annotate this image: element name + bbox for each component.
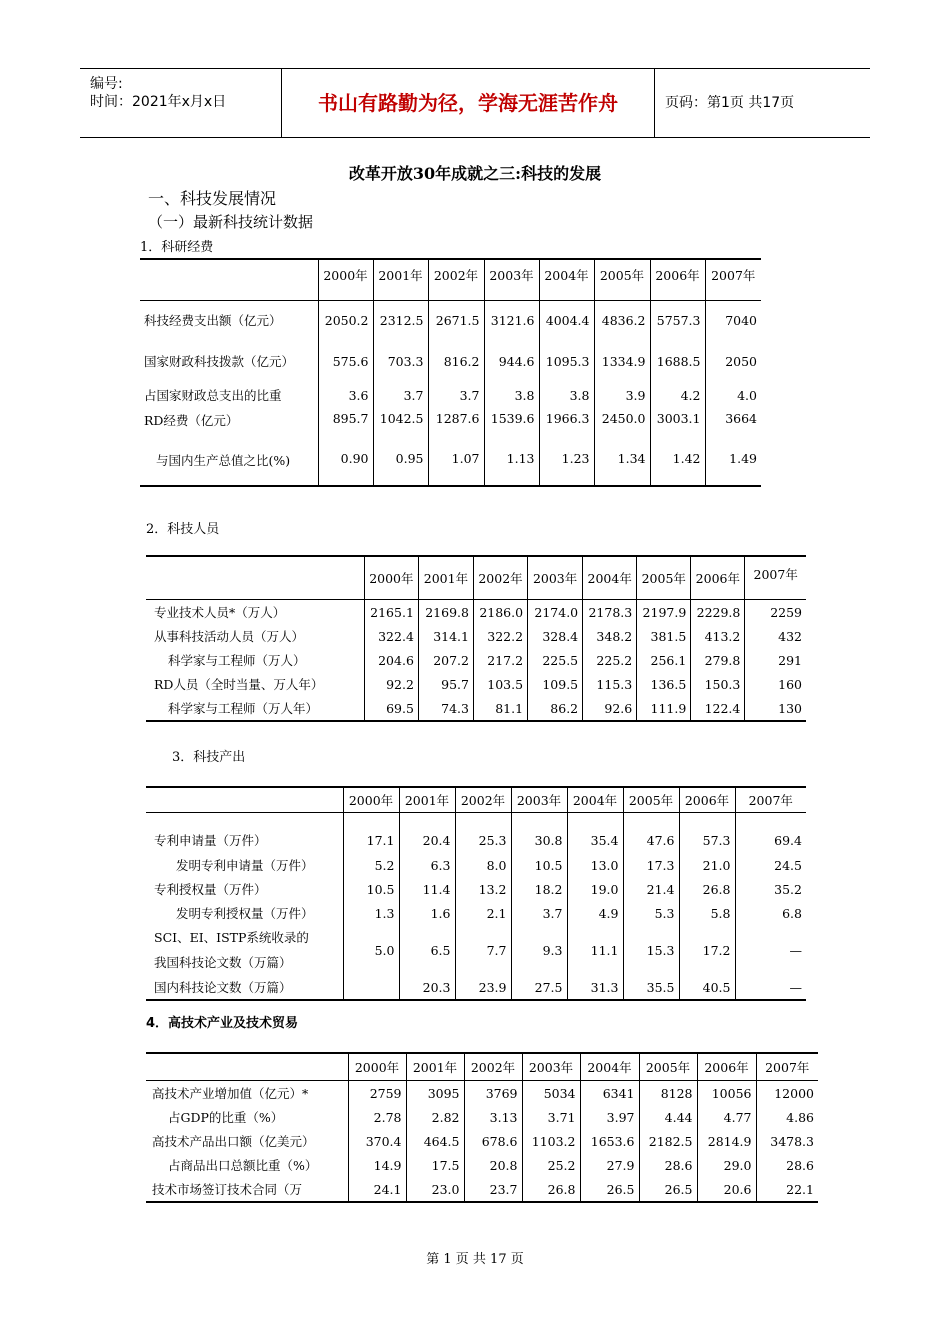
table-cell: 23.0 bbox=[406, 1177, 464, 1202]
table-cell: 3.13 bbox=[464, 1105, 522, 1129]
table-row bbox=[146, 624, 806, 648]
year-header: 2002年 bbox=[464, 1053, 522, 1081]
table-sci-tech-personnel bbox=[146, 555, 806, 722]
table-cell: 2759 bbox=[348, 1081, 406, 1106]
table-cell: 9.3 bbox=[511, 925, 567, 975]
table-row bbox=[146, 1129, 818, 1153]
table-cell: 314.1 bbox=[418, 624, 473, 648]
row-label: 与国内生产总值之比(%) bbox=[156, 453, 291, 468]
table-cell: 92.6 bbox=[583, 696, 637, 721]
table-header-row bbox=[146, 787, 806, 813]
year-header: 2001年 bbox=[406, 1053, 464, 1081]
table-cell: 10056 bbox=[697, 1081, 756, 1106]
table-cell: 26.5 bbox=[639, 1177, 697, 1202]
table-cell: 1.42 bbox=[650, 451, 705, 486]
table4-caption: 4．高技术产业及技术贸易 bbox=[146, 1016, 299, 1031]
year-header: 2005年 bbox=[637, 556, 691, 600]
code-label: 编号: bbox=[90, 76, 123, 92]
table-row bbox=[140, 301, 761, 340]
table-cell: 1.6 bbox=[399, 901, 455, 925]
table-cell: 2671.5 bbox=[428, 301, 484, 340]
row-label: 发明专利授权量（万件） bbox=[176, 906, 314, 921]
table-cell: 122.4 bbox=[691, 696, 745, 721]
table-row bbox=[140, 407, 761, 451]
table-research-funding bbox=[140, 258, 761, 487]
table-cell: 1.34 bbox=[594, 451, 650, 486]
row-label: 占国家财政总支出的比重 bbox=[144, 388, 282, 403]
table-cell: 81.1 bbox=[473, 696, 527, 721]
table-cell: 35.2 bbox=[735, 877, 806, 901]
year-header: 2004年 bbox=[580, 1053, 639, 1081]
table-cell: 2178.3 bbox=[583, 600, 637, 625]
table-cell: 6.5 bbox=[399, 925, 455, 975]
table-row bbox=[146, 1153, 818, 1177]
table-cell: 0.90 bbox=[318, 451, 373, 486]
table-cell: 291 bbox=[745, 648, 806, 672]
table-cell: 464.5 bbox=[406, 1129, 464, 1153]
table-cell: 3.7 bbox=[373, 383, 428, 407]
year-header: 2002年 bbox=[428, 259, 484, 301]
table-cell: 30.8 bbox=[511, 813, 567, 854]
table-row bbox=[146, 648, 806, 672]
table-cell: 25.3 bbox=[455, 813, 511, 854]
table-cell: 432 bbox=[745, 624, 806, 648]
table-cell: 40.5 bbox=[679, 975, 735, 1000]
row-label: RD人员（全时当量、万人年） bbox=[154, 677, 324, 692]
table-row bbox=[146, 600, 806, 625]
table-cell: 3478.3 bbox=[756, 1129, 818, 1153]
table-cell: 20.8 bbox=[464, 1153, 522, 1177]
table-cell: 3121.6 bbox=[484, 301, 539, 340]
row-label: 发明专利申请量（万件） bbox=[176, 858, 314, 873]
table-cell: 1103.2 bbox=[522, 1129, 580, 1153]
table-cell: 31.3 bbox=[567, 975, 623, 1000]
table-cell: 3.7 bbox=[511, 901, 567, 925]
year-header: 2005年 bbox=[639, 1053, 697, 1081]
table-cell: 5034 bbox=[522, 1081, 580, 1106]
table-cell: 15.3 bbox=[623, 925, 679, 975]
table-cell: 10.5 bbox=[343, 877, 399, 901]
table-cell: 1966.3 bbox=[539, 407, 594, 451]
table-cell: — bbox=[735, 925, 806, 975]
table-cell: 86.2 bbox=[528, 696, 583, 721]
year-header: 2003年 bbox=[484, 259, 539, 301]
table-row bbox=[146, 1081, 818, 1106]
row-label-line1: SCI、EI、ISTP系统收录的 bbox=[154, 930, 309, 945]
table-cell: 1095.3 bbox=[539, 339, 594, 383]
table-cell: 92.2 bbox=[364, 672, 418, 696]
table-cell: 5.3 bbox=[623, 901, 679, 925]
table-cell: 20.6 bbox=[697, 1177, 756, 1202]
table-cell: 2169.8 bbox=[418, 600, 473, 625]
table-cell: 23.9 bbox=[455, 975, 511, 1000]
table-cell: 2050 bbox=[705, 339, 761, 383]
table-cell: 7.7 bbox=[455, 925, 511, 975]
table-cell: 3.97 bbox=[580, 1105, 639, 1129]
table-row bbox=[146, 1177, 818, 1202]
table-cell: 17.5 bbox=[406, 1153, 464, 1177]
table-header-row bbox=[140, 259, 761, 301]
table-cell: 2174.0 bbox=[528, 600, 583, 625]
table-cell: 26.8 bbox=[679, 877, 735, 901]
table-cell: 4.86 bbox=[756, 1105, 818, 1129]
table-row bbox=[146, 1105, 818, 1129]
table-cell: 2197.9 bbox=[637, 600, 691, 625]
table-header-row bbox=[146, 1053, 818, 1081]
year-header: 2001年 bbox=[373, 259, 428, 301]
table-cell: 5757.3 bbox=[650, 301, 705, 340]
table-cell: 1.49 bbox=[705, 451, 761, 486]
table-row bbox=[146, 925, 806, 975]
table-cell: 3.8 bbox=[484, 383, 539, 407]
row-label bbox=[146, 925, 343, 975]
table-cell: 2165.1 bbox=[364, 600, 418, 625]
header-blank-cell bbox=[146, 556, 364, 600]
table-cell: 11.1 bbox=[567, 925, 623, 975]
table-cell: 13.2 bbox=[455, 877, 511, 901]
table-cell: 28.6 bbox=[756, 1153, 818, 1177]
table-cell: 7040 bbox=[705, 301, 761, 340]
table1-caption: 1．科研经费 bbox=[140, 240, 214, 255]
table-cell: 3.7 bbox=[428, 383, 484, 407]
table-cell: 322.4 bbox=[364, 624, 418, 648]
table-cell: 1287.6 bbox=[428, 407, 484, 451]
table-cell: 225.2 bbox=[583, 648, 637, 672]
table-cell: 1539.6 bbox=[484, 407, 539, 451]
row-label: 专利申请量（万件） bbox=[154, 833, 267, 848]
table-cell: 26.5 bbox=[580, 1177, 639, 1202]
table-cell: 1653.6 bbox=[580, 1129, 639, 1153]
table-cell: 2259 bbox=[745, 600, 806, 625]
table-cell: 4.9 bbox=[567, 901, 623, 925]
year-header: 2006年 bbox=[650, 259, 705, 301]
table-cell: 8128 bbox=[639, 1081, 697, 1106]
table-cell: 13.0 bbox=[567, 853, 623, 877]
table-cell: 35.5 bbox=[623, 975, 679, 1000]
row-label: 高技术产业增加值（亿元）* bbox=[152, 1086, 309, 1101]
table-cell: 381.5 bbox=[637, 624, 691, 648]
year-header: 2004年 bbox=[539, 259, 594, 301]
table-row bbox=[146, 696, 806, 721]
row-label: 专利授权量（万件） bbox=[154, 882, 267, 897]
year-header: 2000年 bbox=[318, 259, 373, 301]
table-cell: 5.2 bbox=[343, 853, 399, 877]
table-cell: 24.1 bbox=[348, 1177, 406, 1202]
table-cell: 6.8 bbox=[735, 901, 806, 925]
table-cell: 328.4 bbox=[528, 624, 583, 648]
table-cell: 29.0 bbox=[697, 1153, 756, 1177]
table-row bbox=[146, 672, 806, 696]
year-header: 2005年 bbox=[594, 259, 650, 301]
table-cell: 3003.1 bbox=[650, 407, 705, 451]
table-cell: 69.4 bbox=[735, 813, 806, 854]
table-cell: 2.78 bbox=[348, 1105, 406, 1129]
year-header: 2006年 bbox=[697, 1053, 756, 1081]
table-cell bbox=[343, 975, 399, 1000]
subsection-heading: （一）最新科技统计数据 bbox=[148, 213, 314, 231]
table-cell: 21.4 bbox=[623, 877, 679, 901]
section-heading: 一、科技发展情况 bbox=[148, 189, 277, 208]
row-label: 国家财政科技拨款（亿元） bbox=[144, 354, 295, 369]
table-cell: 3095 bbox=[406, 1081, 464, 1106]
year-header: 2004年 bbox=[583, 556, 637, 600]
table-cell: 160 bbox=[745, 672, 806, 696]
year-header: 2002年 bbox=[455, 787, 511, 813]
table-cell: 109.5 bbox=[528, 672, 583, 696]
table-cell: 575.6 bbox=[318, 339, 373, 383]
year-header: 2000年 bbox=[348, 1053, 406, 1081]
table-cell: 21.0 bbox=[679, 853, 735, 877]
table-cell: 20.3 bbox=[399, 975, 455, 1000]
table-cell: 2186.0 bbox=[473, 600, 527, 625]
table-cell: 2814.9 bbox=[697, 1129, 756, 1153]
table-cell: 27.5 bbox=[511, 975, 567, 1000]
table-cell: 6.3 bbox=[399, 853, 455, 877]
row-label: 国内科技论文数（万篇） bbox=[154, 980, 292, 995]
table-cell: 35.4 bbox=[567, 813, 623, 854]
table-cell: 1.23 bbox=[539, 451, 594, 486]
table-cell: 22.1 bbox=[756, 1177, 818, 1202]
table-cell: 18.2 bbox=[511, 877, 567, 901]
table-cell: 27.9 bbox=[580, 1153, 639, 1177]
table-cell: 678.6 bbox=[464, 1129, 522, 1153]
table-cell: 256.1 bbox=[637, 648, 691, 672]
table-cell: 3.8 bbox=[539, 383, 594, 407]
table-cell: 322.2 bbox=[473, 624, 527, 648]
table-cell: 17.2 bbox=[679, 925, 735, 975]
table-cell: 4.44 bbox=[639, 1105, 697, 1129]
table-cell: 115.3 bbox=[583, 672, 637, 696]
table-cell: 74.3 bbox=[418, 696, 473, 721]
page-footer: 第 1 页 共 17 页 bbox=[426, 1252, 524, 1267]
table-cell: 11.4 bbox=[399, 877, 455, 901]
year-header: 2005年 bbox=[623, 787, 679, 813]
table3-caption: 3．科技产出 bbox=[172, 750, 246, 765]
page-header bbox=[80, 68, 870, 138]
table-cell: 3.9 bbox=[594, 383, 650, 407]
table-row bbox=[140, 451, 761, 486]
table-cell: 5.8 bbox=[679, 901, 735, 925]
time-label: 时间：2021年x月x日 bbox=[90, 94, 227, 110]
table-cell: 8.0 bbox=[455, 853, 511, 877]
table-cell: 0.95 bbox=[373, 451, 428, 486]
header-blank-cell bbox=[146, 1053, 348, 1081]
table-cell: 17.3 bbox=[623, 853, 679, 877]
table-cell: 2229.8 bbox=[691, 600, 745, 625]
table-cell: 3.6 bbox=[318, 383, 373, 407]
table-row bbox=[146, 901, 806, 925]
table-cell: 47.6 bbox=[623, 813, 679, 854]
table-cell: 4004.4 bbox=[539, 301, 594, 340]
table-cell: — bbox=[735, 975, 806, 1000]
year-header: 2007年 bbox=[745, 556, 806, 600]
table-cell: 4.0 bbox=[705, 383, 761, 407]
table2-caption: 2．科技人员 bbox=[146, 522, 220, 537]
table-cell: 14.9 bbox=[348, 1153, 406, 1177]
table-cell: 4.77 bbox=[697, 1105, 756, 1129]
document-title: 改革开放30年成就之三:科技的发展 bbox=[348, 164, 602, 183]
table-row bbox=[146, 853, 806, 877]
year-header: 2002年 bbox=[473, 556, 527, 600]
table-cell: 23.7 bbox=[464, 1177, 522, 1202]
table-cell: 2050.2 bbox=[318, 301, 373, 340]
year-header: 2004年 bbox=[567, 787, 623, 813]
table-cell: 816.2 bbox=[428, 339, 484, 383]
table-cell: 57.3 bbox=[679, 813, 735, 854]
year-header: 2006年 bbox=[679, 787, 735, 813]
table-cell: 136.5 bbox=[637, 672, 691, 696]
table-cell: 217.2 bbox=[473, 648, 527, 672]
table-cell: 4836.2 bbox=[594, 301, 650, 340]
table-cell: 944.6 bbox=[484, 339, 539, 383]
table-cell: 20.4 bbox=[399, 813, 455, 854]
row-label: 科技经费支出额（亿元） bbox=[144, 313, 282, 328]
row-label: 技术市场签订技术合同（万 bbox=[152, 1182, 303, 1197]
row-label: 科学家与工程师（万人年） bbox=[168, 701, 319, 716]
table-cell: 2.82 bbox=[406, 1105, 464, 1129]
table-cell: 1042.5 bbox=[373, 407, 428, 451]
table-cell: 207.2 bbox=[418, 648, 473, 672]
row-label: 占GDP的比重（%） bbox=[168, 1110, 284, 1125]
year-header: 2007年 bbox=[756, 1053, 818, 1081]
table-cell: 17.1 bbox=[343, 813, 399, 854]
table-cell: 95.7 bbox=[418, 672, 473, 696]
table-cell: 1334.9 bbox=[594, 339, 650, 383]
table-sci-tech-output bbox=[146, 786, 806, 1001]
year-header: 2001年 bbox=[399, 787, 455, 813]
header-blank-cell bbox=[140, 259, 318, 301]
table-cell: 2.1 bbox=[455, 901, 511, 925]
table-cell: 28.6 bbox=[639, 1153, 697, 1177]
year-header: 2000年 bbox=[343, 787, 399, 813]
table-cell: 2450.0 bbox=[594, 407, 650, 451]
table-cell: 12000 bbox=[756, 1081, 818, 1106]
table-row bbox=[146, 813, 806, 854]
year-header: 2003年 bbox=[522, 1053, 580, 1081]
row-label: 从事科技活动人员（万人） bbox=[154, 629, 305, 644]
table-cell: 1.07 bbox=[428, 451, 484, 486]
header-blank-cell bbox=[146, 787, 343, 813]
table-cell: 10.5 bbox=[511, 853, 567, 877]
table-cell: 24.5 bbox=[735, 853, 806, 877]
table-cell: 150.3 bbox=[691, 672, 745, 696]
year-header: 2001年 bbox=[418, 556, 473, 600]
row-label: 科学家与工程师（万人） bbox=[168, 653, 306, 668]
table-cell: 895.7 bbox=[318, 407, 373, 451]
table-cell: 69.5 bbox=[364, 696, 418, 721]
table-high-tech-industry bbox=[146, 1052, 818, 1203]
table-cell: 413.2 bbox=[691, 624, 745, 648]
header-info-cell bbox=[80, 69, 282, 137]
table-cell: 5.0 bbox=[343, 925, 399, 975]
table-cell: 2312.5 bbox=[373, 301, 428, 340]
table-cell: 103.5 bbox=[473, 672, 527, 696]
table-cell: 1688.5 bbox=[650, 339, 705, 383]
table-cell: 3769 bbox=[464, 1081, 522, 1106]
row-label: RD经费（亿元） bbox=[144, 413, 239, 428]
year-header: 2007年 bbox=[705, 259, 761, 301]
table-cell: 2182.5 bbox=[639, 1129, 697, 1153]
table-header-row bbox=[146, 556, 806, 600]
table-cell: 4.2 bbox=[650, 383, 705, 407]
year-header: 2003年 bbox=[511, 787, 567, 813]
table-row bbox=[140, 383, 761, 407]
table-row bbox=[146, 877, 806, 901]
table-cell: 1.13 bbox=[484, 451, 539, 486]
table-cell: 19.0 bbox=[567, 877, 623, 901]
row-label: 专业技术人员*（万人） bbox=[154, 605, 286, 620]
row-label: 占商品出口总额比重（%） bbox=[168, 1158, 318, 1173]
row-label-line2: 我国科技论文数（万篇） bbox=[154, 955, 292, 970]
table-cell: 279.8 bbox=[691, 648, 745, 672]
year-header: 2006年 bbox=[691, 556, 745, 600]
year-header: 2000年 bbox=[364, 556, 418, 600]
year-header: 2003年 bbox=[528, 556, 583, 600]
table-cell: 1.3 bbox=[343, 901, 399, 925]
table-cell: 25.2 bbox=[522, 1153, 580, 1177]
motto: 书山有路勤为径，学海无涯苦作舟 bbox=[282, 69, 655, 137]
table-cell: 3664 bbox=[705, 407, 761, 451]
year-header: 2007年 bbox=[735, 787, 806, 813]
table-cell: 703.3 bbox=[373, 339, 428, 383]
table-cell: 370.4 bbox=[348, 1129, 406, 1153]
table-cell: 6341 bbox=[580, 1081, 639, 1106]
table-cell: 26.8 bbox=[522, 1177, 580, 1202]
table-cell: 204.6 bbox=[364, 648, 418, 672]
table-row bbox=[140, 339, 761, 383]
table-row bbox=[146, 975, 806, 1000]
table-cell: 111.9 bbox=[637, 696, 691, 721]
table-cell: 130 bbox=[745, 696, 806, 721]
table-cell: 348.2 bbox=[583, 624, 637, 648]
page-label: 页码：第1页 共17页 bbox=[665, 95, 795, 111]
table-cell: 225.5 bbox=[528, 648, 583, 672]
row-label: 高技术产品出口额（亿美元） bbox=[152, 1134, 315, 1149]
table-cell: 3.71 bbox=[522, 1105, 580, 1129]
